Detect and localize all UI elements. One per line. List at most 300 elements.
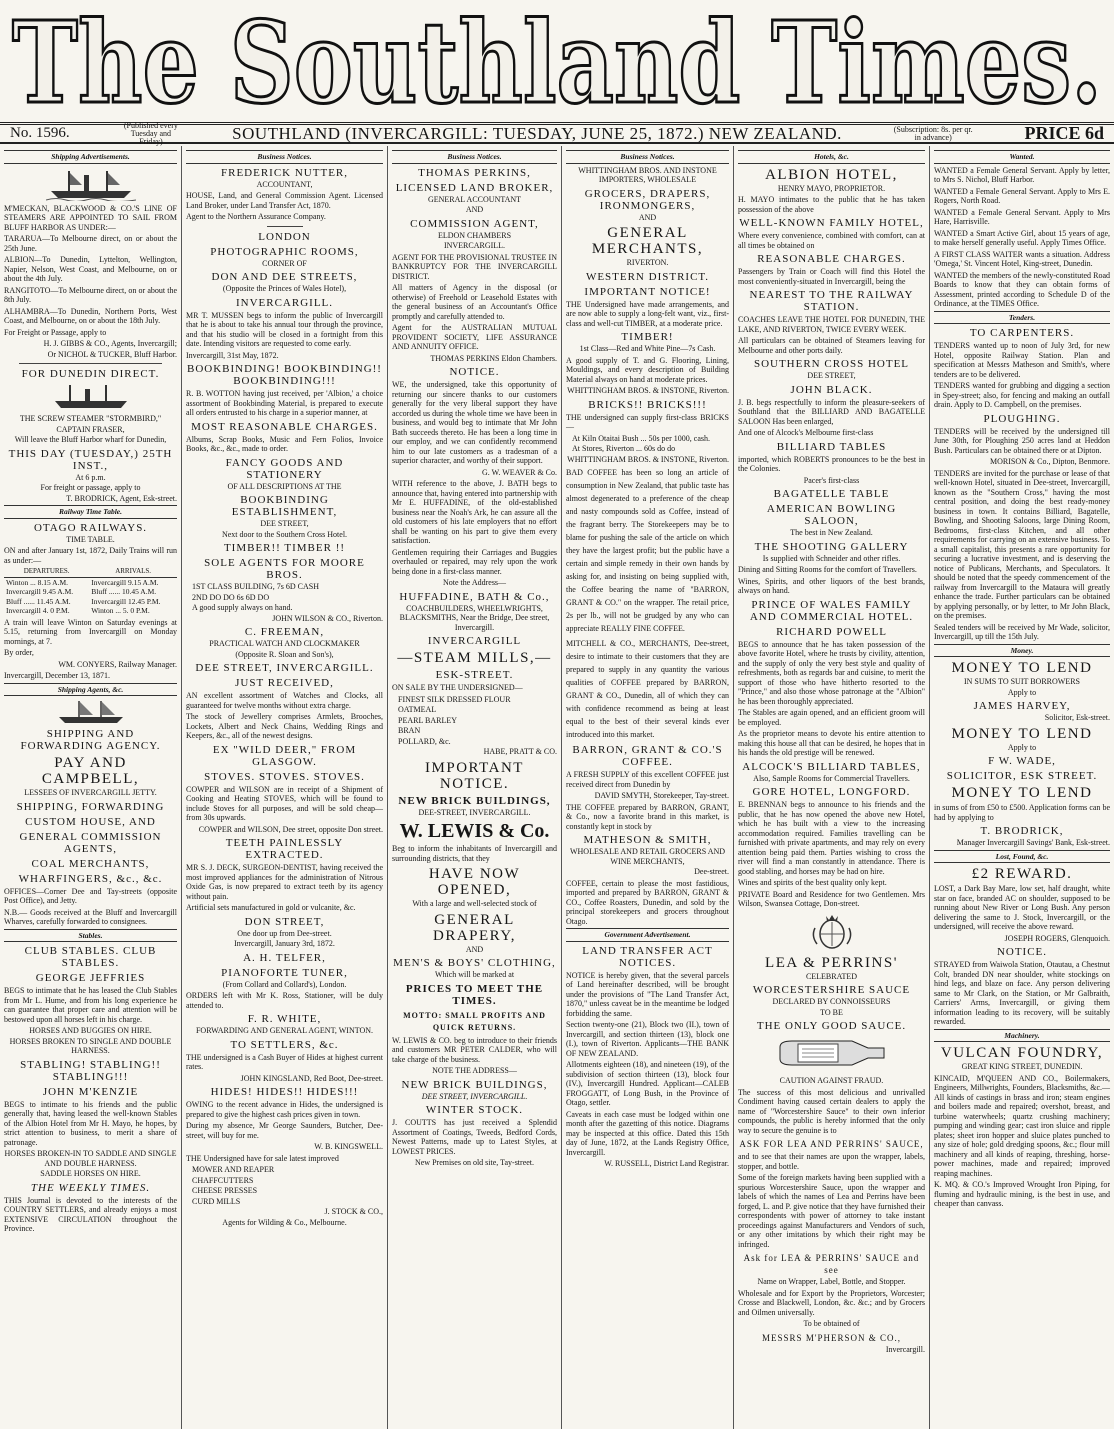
sauce-bottle-illustration [772,1035,892,1073]
ad-heading: CUSTOM HOUSE, AND [25,815,156,828]
ad-text: (Opposite R. Sloan and Son's), [235,649,334,659]
ad-text: COACHBUILDERS, WHEELWRIGHTS, BLACKSMITHS, Near the Bridge, Dee street, Invercargill. [399,603,550,632]
ad-text: The success of this most delicious and unrivalled Condiment having caused certain dealers to apply the name of "Worcestershire Sauce" to their own inferior compounds, the public is hereby informed that the only way to secure the genuine is to [738,1087,925,1135]
ad-text: CAUTION AGAINST FRAUD. [779,1076,884,1085]
ad-heading: FREDERICK NUTTER, [221,166,348,179]
ad-text: RIVERTON. [626,258,669,267]
column-wanted [930,146,1114,1429]
ad-text: OWING to the recent advance in Hides, the undersigned is prepared to give the highest cash prices given in town. [186,1100,383,1119]
ad-heading: JUST RECEIVED, [235,677,334,689]
ad-heading: COAL MERCHANTS, [31,857,150,870]
ad-heading: TEETH PAINLESSLY EXTRACTED. [225,837,344,861]
ad-text: All particulars can be obtained of Steamers leaving for Melbourne and other ports daily. [738,336,925,355]
ad-text: CORNER OF [262,258,307,268]
timetable-row [4,577,177,587]
ad-text: Wholesale and for Export by the Proprietors, Worcester; Crosse and Blackwell, London, &c. &c.; and by Grocers and Oilmen universally. [738,1288,925,1317]
ad-text: With a large and well-selected stock of [412,899,537,908]
ad-signature: Or NICHOL & TUCKER, Bluff Harbor. [47,349,177,359]
masthead-title-graphic [0,0,1114,122]
ad-text: HORSES BROKEN-IN TO SADDLE AND SINGLE AND DOUBLE HARNESS. [4,1149,177,1168]
section-heading: Hotels, &c. [738,150,925,164]
ad-heading: LEA & PERRINS' [765,954,898,971]
ad-text: As the proprietor means to devote his entire attention to making this house all that can be desired, he hopes that in his hands the old prestige will be renewed. [738,729,925,757]
ad-text: COACHES LEAVE THE HOTEL FOR DUNEDIN, THE LAKE, AND RIVERTON, TWICE EVERY WEEK. [738,315,925,334]
ad-text: Wines, Spirits, and other liquors of the best brands, always on hand. [738,576,925,595]
ad-text: K. MQ. & CO.'s Improved Wrought Iron Piping, for fluming and hydraulic mining, is the best in use, and cheaper than canvass. [934,1180,1110,1208]
ad-text: One door up from Dee-street. [237,928,332,938]
ad-text: TENDERS are invited for the purchase or lease of that well-known Hotel, situated in Dee-street, Invercargill, known as the "Southern Cross," having the most central position, and doing the best ready-money business in town. It contains Billiard, Bagatelle, Bowling, and Shooting Saloons, large Dining Room, Bedrooms, first-class Kitchen, and all other requirements for carrying on an extensive business. To a small capitalist, this presents a rare opportunity for securing a lucrative investment, and is deserving the notice of Publicans, Merchants, and Speculators. It should be noted that the speedy commencement of the railway from Invercargill to the Mataura will greatly enhance the trade. Further particulars can be obtained by applying personally, or by letter, to Mr John Black, on the premises. [934,468,1110,620]
ad-text: Apply to [1007,742,1037,752]
ad-heading: GROCERS, DRAPERS, IRONMONGERS, [584,187,711,212]
ad-heading: BARRON, GRANT & CO.'S COFFEE. [572,744,723,768]
section-heading: Government Advertisement. [566,928,729,942]
ad-heading: INVERCARGILL. [235,296,334,309]
ad-heading: DON AND DEE STREETS, [211,271,358,283]
ad-heading: SHIPPING, FORWARDING [16,800,165,813]
ad-heading: LONDON [258,230,311,243]
ad-heading: TIMBER!! TIMBER !! [223,542,346,554]
ad-text: GENERAL ACCOUNTANT [427,194,522,204]
ad-text: BEGS to intimate to his friends and the public generally that, having leased the well-known Stables of the Albion Hotel from Mr H. Mayo, he hopes, by strict attention to business, to merit a share of patronage. [4,1099,177,1147]
ad-signature: COWPER and WILSON, Dee street, opposite Don street. [198,824,383,834]
column-shipping [0,146,182,1429]
ad-text: THE Undersigned have for sale latest improved [186,1153,339,1163]
ad-text: R. B. WOTTON having just received, per 'Albion,' a choice assortment of Bookbinding Material, is prepared to execute all orders entrusted to his charge in a superior manner, at [186,389,383,417]
ad-heading: FANCY GOODS AND STATIONERY [225,456,344,481]
ad-signature: W. RUSSELL, District Land Registrar. [604,1159,729,1168]
ad-text: Agents for Wilding & Co., Melbourne. [222,1217,347,1227]
ad-text: THE Undersigned have made arrangements, and are now able to supply a long-felt want, viz., first-class and well-cut TIMBER, at a moderate price. [566,299,729,328]
ad-text: COWPER and WILSON are in receipt of a Shipment of Cooking and Heating STOVES, which will be found to include Stoves for all purposes, and will be sold cheap—from 30s upwards. [186,784,383,822]
ad-text: AN excellent assortment of Watches and Clocks, all guaranteed for twelve months without extra charge. [186,691,383,710]
ad-text: TIME TABLE. [66,534,115,544]
divider [19,363,162,364]
ad-heading: WORCESTERSHIRE SAUCE [752,984,911,996]
dateline [0,122,1114,144]
ad-heading: —STEAM MILLS,— [397,650,552,666]
ad-text: TENDERS will be received by the undersigned till June 30th, for Ploughing 250 acres land at Heddon Bush. Particulars can be obtained there or at Dipton. [934,426,1110,455]
ad-heading: PRINCE OF WALES FAMILY AND COMMERCIAL HOTEL. [749,598,914,623]
ad-heading: TO CARPENTERS. [969,327,1075,339]
list-item: CURD MILLS [192,1196,241,1206]
ad-signature: MORISON & Co., Dipton, Benmore. [990,457,1110,466]
ad-heading: EX "WILD DEER," FROM GLASGOW. [212,743,357,768]
ad-text: WANTED the members of the newly-constituted Road Boards to know that they can obtain forms of Assessment, printed according to Schedule D of the Ordinance, at the TIMES Office. [934,270,1110,308]
ad-signature: J. STOCK & CO., [324,1207,383,1216]
ad-text: Sealed tenders will be received by Mr Wade, solicitor, Invercargill, up till the 15th July. [934,622,1110,641]
ad-heading: SOUTHERN CROSS HOTEL [753,358,910,370]
ad-text: Agent to the Northern Assurance Company. [186,212,326,221]
ad-heading: HIDES! HIDES!! HIDES!!! [210,1086,359,1098]
ad-text: COFFEE, certain to please the most fastidious, imported and prepared by BARRON, GRANT & CO., Coffee Roasters, Dunedin, and sold by the principal storekeepers and grocers throughout Otago. [566,878,729,926]
ad-heading: FOR DUNEDIN DIRECT. [21,368,160,380]
ad-text: THE SCREW STEAMER "STORMBIRD," [19,414,162,423]
ad-text: WITH reference to the above, J. BATH begs to announce that, having entered into partnership with Mr E. HUFFADINE, of the old-established business near the Noah's Ark, he can assure all the old customers of his late employers that no effort shall be wanting on his part to give them every satisfaction. [392,479,557,545]
ad-text: N.B.— Goods received at the Bluff and Invercargill Wharves, carefully forwarded to consignees. [4,907,177,926]
column-business-notices [182,146,388,1429]
ad-heading: GENERAL MERCHANTS, [591,225,704,257]
ad-signature: WHITTINGHAM BROS. & INSTONE, Riverton. [567,386,729,395]
ad-heading: MOTTO: SMALL PROFITS AND QUICK RETURNS. [403,1010,546,1032]
ad-heading: TIMBER! [621,331,674,343]
ad-heading: MOST REASONABLE CHARGES. [191,420,378,433]
ad-heading: SOLICITOR, ESK STREET. [946,770,1098,782]
ad-heading: SHIPPING AND FORWARDING AGENCY. [20,728,161,752]
ad-heading: STABLING! STABLING!! STABLING!!! [20,1058,161,1083]
list-item: CHAFFCUTTERS [192,1175,254,1185]
ad-text: imported, which ROBERTS pronounces to be the best in the Colonies. [738,454,925,473]
ad-text: DEE STREET, [807,371,856,380]
ad-text: ELDON CHAMBERS [437,230,512,240]
ad-text: WANTED a Female General Servant. Apply to Mrs Hare, Harrisville. [934,207,1110,226]
ad-heading: PRICES TO MEET THE TIMES. [405,982,544,1007]
ad-heading: GENERAL COMMISSION AGENTS, [19,830,162,855]
list-item: OATMEAL [398,705,437,714]
ad-heading: GORE HOTEL, LONGFORD. [752,786,911,798]
ad-heading: THIS DAY (TUESDAY,) 25TH INST., [8,447,173,472]
ad-heading: MONEY TO LEND [951,660,1093,676]
section-heading: Railway Time Table. [4,505,177,519]
ad-heading: JAMES HARVEY, [973,700,1071,712]
ad-heading: NOTICE. [996,946,1048,958]
timetable-row [4,597,177,607]
list-item: POLLARD, &c. [398,736,451,746]
ad-text: Beg to inform the inhabitants of Invercargill and surrounding districts, that they [392,844,557,863]
ad-text: At 6 p.m. [75,472,106,482]
section-heading: Stables. [4,929,177,943]
ad-heading: WESTERN DISTRICT. [585,270,710,283]
ad-signature: DAVID SMYTH, Storekeeper, Tay-street. [594,791,729,800]
ad-text: AND [465,944,484,954]
ad-heading: NEW BRICK BUILDINGS, [401,1078,548,1091]
ad-heading: ALCOCK'S BILLIARD TABLES, [742,760,921,773]
ad-signature: W. B. KINGSWELL. [314,1142,383,1151]
ad-text: M'MECKAN, BLACKWOOD & CO.'S LINE OF STEAMERS ARE APPOINTED TO SAIL FROM BLUFF HARBOR AS UNDER:— [4,203,177,232]
ad-heading: MONEY TO LEND [951,725,1093,742]
timetable-cell: Winton ... 8.15 A.M. [6,577,68,587]
ad-heading: F W. WADE, [988,755,1056,767]
ad-text: TENDERS wanted up to noon of July 3rd, for new Hotel, opposite Railway Station. Plan and specification at Messrs Matheson and Smith's, where tenders are to be delivered. [934,341,1110,379]
ad-text: HORSES AND BUGGIES ON HIRE. [29,1026,152,1035]
divider [267,226,303,227]
ad-text: ALBION—To Dunedin, Lyttelton, Wellington, Napier, Nelson, West Coast, and Melbourne, on or about the 4th July. [4,255,177,283]
ad-text: New Premises on old site, Tay-street. [414,1158,535,1167]
ad-signature: WM. CONYERS, Railway Manager. [58,659,177,669]
ad-text: AND [638,212,657,222]
ad-text: DEE STREET, [260,519,309,528]
ad-text: All matters of Agency in the disposal (or otherwise) of Freehold or Leasehold Estates with the general business of an Accountant's Office promptly and carefully attended to. [392,283,557,321]
section-heading: Tenders. [934,311,1110,325]
ad-heading: REASONABLE CHARGES. [757,253,906,265]
ad-text: To be obtained of [803,1319,860,1328]
timetable-cell: Bluff ...... 10.45 A.M. [91,587,157,596]
ad-heading: PAY AND CAMPBELL, [41,755,140,787]
ad-heading: ESK-STREET. [435,669,514,681]
ad-text: THE undersigned is a Cash Buyer of Hides at highest current rates. [186,1052,383,1071]
ad-text: AND [465,205,484,214]
ad-text: LOST, a Dark Bay Mare, low set, half draught, white star on face, branded AC on shoulder, supposed to be running about New River or Long Bush. Any person delivering the same to J. Stock, Invercargill, or the undersigned, will receive the above reward. [934,884,1110,931]
ad-text: Which will be marked at [434,970,515,979]
ad-text: RANGITOTO—To Melbourne direct, on or about the 8th July. [4,285,177,304]
ad-text: TARARUA—To Melbourne direct, on or about the 25th June. [4,234,177,253]
ad-text: GREAT KING STREET, DUNEDIN. [961,1062,1083,1071]
ad-text: THIS Journal is devoted to the interests of the COUNTRY SETTLERS, and already enjoys a most EXTENSIVE CIRCULATION throughout the Province. [4,1195,177,1233]
ad-text: A FRESH SUPPLY of this excellent COFFEE just received direct from Dunedin by [566,770,729,789]
section-heading: Lost, Found, &c. [934,850,1110,864]
ad-heading: ALBION HOTEL, [765,166,898,183]
ad-heading: NEAREST TO THE RAILWAY STATION. [749,289,914,313]
ad-text: Will leave the Bluff Harbor wharf for Dunedin, [14,435,167,444]
publication-frequency: (Published every Tuesday and Friday) [123,120,178,146]
ad-heading: SOLE AGENTS FOR MOORE BROS. [204,557,365,581]
ad-text: Where every convenience, combined with comfort, can at all times be obtained on [738,231,925,250]
list-item: BRAN [398,726,421,735]
ad-text: in sums of from £50 to £500. Application forms can be had by applying to [934,803,1110,822]
ad-text: Pacer's first-class [803,475,860,485]
ad-heading: BOOKBINDING! BOOKBINDING!! BOOKBINDING!!! [187,363,382,387]
ad-heading: Ask for LEA & PERRINS' SAUCE and see [743,1253,920,1275]
ad-text: MR T. MUSSEN begs to inform the public of Invercargill that he is about to take his annual tour through the province, and that his studio will be closed in a fortnight from this date. Intending visitors are requested to come early. [186,310,383,348]
steamer-illustration [51,383,131,411]
ad-heading: JOHN BLACK. [790,383,873,396]
ad-text: Next door to the Southern Cross Hotel. [221,529,348,539]
ad-heading: PLOUGHING. [983,412,1061,425]
ad-text: WANTED a Smart Active Girl, about 15 years of age, to make herself generally useful. Apply Times Office. [934,228,1110,247]
ad-signature: Invercargill. [885,1344,925,1354]
list-item: CHEESE PRESSES [192,1186,258,1195]
ad-signature: G. W. WEAVER & Co. [481,467,557,477]
ad-text: BAD COFFEE has been so long an article of consumption in New Zealand, that public taste has almost degenerated to a preference of the cheap and nasty compounds sold as Coffee, instead of the fragrant berry. The Storekeepers may be to blame for pushing the sale of the article on which they have the largest profit; but the public have a certain and simple remedy in their own hands by asking for, and insisting on being supplied with, the Coffee bearing the name of "BARRON, GRANT & CO." on the wrapper. The retail price, 2s per lb., will not be grudged by any who can appreciate REALLY FINE COFFEE. [566,468,729,633]
railway-timetable [4,567,177,616]
ad-text: WHITTINGHAM BROS. AND INSTONE IMPORTERS, WHOLESALE [578,165,717,184]
ad-text: HENRY MAYO, PROPRIETOR. [777,183,886,193]
ad-text: A good supply always on hand. [192,603,293,612]
ad-text: Apply to [1007,687,1037,697]
ad-text: Albums, Scrap Books, Music and Fern Folios, Invoice Books, &c., &c., made to order. [186,434,383,453]
sailing-ship-illustration [51,699,131,725]
ad-text: Invercargill, 31st May, 1872. [186,350,279,360]
ad-text: HORSES BROKEN TO SINGLE AND DOUBLE HARNESS. [9,1036,172,1055]
ad-text: TENDERS wanted for grubbing and digging a section in Spey-street; also, for fencing and making an outfall drain. Apply to D. Campbell, on the premises. [934,381,1110,409]
ad-text: (From Collard and Collard's), London. [222,979,347,989]
ad-heading: C. FREEMAN, [244,626,325,638]
issue-price: PRICE 6d [1024,123,1104,143]
ad-heading: THOMAS PERKINS, [418,166,531,179]
ad-text: ACCOUNTANT, [256,179,313,189]
ad-heading: BAGATELLE TABLE [773,488,890,500]
ad-text: By order, [4,648,34,657]
column-hotels [734,146,930,1429]
ad-heading: WELL-KNOWN FAMILY HOTEL, [739,217,924,229]
ad-heading: COMMISSION AGENT, [410,217,539,230]
ad-text: 1st Class—Red and White Pine—7s Cash. [579,344,716,353]
ad-text: CAPTAIN FRASER, [56,424,125,434]
ad-text: Name on Wrapper, Label, Bottle, and Stopper. [757,1277,906,1286]
ad-text: For freight or passage, apply to [40,483,141,492]
ad-heading: RICHARD POWELL [776,625,887,638]
timetable-header: DEPARTURES. [4,567,89,577]
ad-text: THE COFFEE prepared by BARRON, GRANT, & Co., now a favorite brand in this market, is constantly kept in stock by [566,802,729,831]
ad-text: Artificial sets manufactured in gold or vulcanite, &c. [186,903,356,912]
ad-text: PRIVATE Board and Residence for two Gentlemen. Mrs Wilson, Swansea Cottage, Don-street. [738,889,925,908]
ad-text: PRACTICAL WATCH AND CLOCKMAKER [209,639,360,648]
ad-text: Section twenty-one (21), Block two (II.), town of Invercargill, and section thirteen (13), block one (I.), town of Riverton. Applicants—THE BANK OF NEW ZEALAND. [566,1020,729,1058]
ad-text: WANTED a Female General Servant. Apply to Mrs E. Rogers, North Road. [934,186,1110,205]
columns [0,146,1114,1429]
ad-text: BEGS to intimate that he has leased the Club Stables from Mr L. Hume, and from his long experience he can guarantee that proper care and attention will be bestowed upon all horses left in his charge. [4,986,177,1024]
column-business-notices-3 [562,146,734,1429]
ad-text: NOTE THE ADDRESS— [432,1066,517,1075]
section-heading: Money. [934,644,1110,658]
ad-heading: JOHN M'KENZIE [42,1085,139,1098]
column-business-notices-2 [388,146,562,1429]
ad-text: Passengers by Train or Coach will find this Hotel the most conveniently-situated in Invercargill, being the [738,267,925,286]
ad-text: THE undersigned can supply first-class BRICKS— [566,412,729,431]
ad-text: Agent for the AUSTRALIAN MUTUAL PROVIDENT SOCIETY, LIFE ASSURANCE AND ANNUITY OFFICE. [392,323,557,351]
section-heading: Machinery. [934,1029,1110,1043]
ad-signature: Dee-street. [694,867,729,876]
ad-text: SADDLE HORSES ON HIRE. [40,1169,141,1178]
ad-text: WHOLESALE AND RETAIL GROCERS AND WINE MERCHANTS, [569,847,726,866]
ad-heading: THE WEEKLY TIMES. [30,1181,151,1194]
ad-heading: AMERICAN BOWLING SALOON, [766,503,897,527]
ad-heading: £2 REWARD. [971,866,1073,882]
ad-heading: NOTICE. [449,366,500,378]
ad-heading: MESSRS M'PHERSON & CO., [762,1332,901,1343]
list-item: PEARL BARLEY [398,715,458,725]
ad-text: J. B. begs respectfully to inform the pleasure-seekers of Southland that the BILLIARD AND BAGATELLE SALOON Has been enlarged, [738,397,925,426]
ad-text: Also, Sample Rooms for Commercial Travellers. [753,773,910,783]
ad-text: STRAYED from Waiwola Station, Otautau, a Chestnut Colt, branded DN near shoulder, white stockings on hind legs, and blaze on face. Any person delivering same to Mr Clark, on the Station, or Mr Galbraith, Carriers' Arms, Invercargill, or giving them information leading to its recovery, will be suitably rewarded. [934,960,1110,1026]
ad-text: BEGS to announce that he has taken possession of the above favorite Hotel, where he trusts by civility, attention, and the supply of only the very best style and quality of refreshments, both as regards bar and cuisine, to merit the support of those who have hitherto resorted to the "Prince," and also those whose patronage at the "Albion" he has been thoroughly appreciated. [738,639,925,706]
ad-heading: HAVE NOW OPENED, [428,866,521,898]
royal-crest-illustration [809,912,855,952]
ad-heading: STOVES. STOVES. STOVES. [204,770,365,783]
ad-heading: VULCAN FOUNDRY, [940,1045,1104,1061]
issue-number: No. 1596. [10,125,70,141]
ad-text: A good supply of T. and G. Flooring, Lining, Mouldings, and every description of Building Material always on hand at moderate prices. [566,355,729,384]
ad-signature: THOMAS PERKINS Eldon Chambers. [430,353,557,363]
ad-text: MR S. J. DECK, SURGEON-DENTIST, having received the most improved appliances for the administration of Nitrous Oxide Gas, is now prepared to extract teeth by its agency without pain. [186,863,383,901]
ad-heading: DON STREET, [244,915,325,928]
ad-text: H. MAYO intimates to the public that he has taken possession of the above [738,195,925,214]
ad-signature: HABE, PRATT & CO. [483,747,557,756]
timetable-cell: Invercargill 12.45 P.M. [91,596,161,606]
ad-text: For Freight or Passage, apply to [4,327,107,337]
ad-text: Is supplied with Schneider and other rifles. [762,553,901,563]
ad-heading: BILLIARD TABLES [776,440,887,453]
ad-text: A FIRST CLASS WAITER wants a situation. Address 'Omega,' St. Vincent Hotel, King-street, Dunedin. [934,249,1110,268]
ad-heading: A. H. TELFER, [243,951,326,964]
ad-text: (Opposite the Princes of Wales Hotel), [222,284,347,293]
ad-text: NOTICE is hereby given, that the several parcels of Land hereinafter described, will be brought under the provisions of "The Land Transfer Act, 1870," unless caveat be in the meantime be lodged forbidding the same. [566,970,729,1018]
ad-heading: DEE STREET, INVERCARGILL. [195,662,374,674]
timetable-row [4,606,177,616]
ad-heading: GENERAL DRAPERY, [432,911,516,944]
ad-text: Gentlemen requiring their Carriages and Buggies overhauled or repaired, may rely upon the work being done in a first-class manner. [392,547,557,576]
ad-text: KINCAID, M'QUEEN AND CO., Boilermakers, Engineers, Millwrights, Founders, Blacksmiths, &c.—All kinds of castings in brass and iron; steam engines and boilers made and repaired; overshot, breast, and turbine waterwheels; quartz crushing machinery; pumping and winding gear; cast iron sluice and ripple plates; sheet iron hopper and sluice plates punched to any size of hole; gold dredging spoons, &c.; flour mill machinery and all kinds of reaping, threshing, horse-power machines, made and repaired; improved reaping machines. [934,1073,1110,1178]
ad-heading: THE SHOOTING GALLERY [754,540,909,553]
ad-text: The stock of Jewellery comprises Armlets, Brooches, Lockets, Albert and Neck Chains, Wedding Rings and Keepers, &c., all of the newest designs. [186,712,383,740]
ad-heading: W. LEWIS & Co. [399,820,550,842]
ad-signature: Manager Invercargill Savings' Bank, Esk-street. [956,838,1110,847]
ad-heading: LICENSED LAND BROKER, [395,181,554,194]
ad-text: A train will leave Winton on Saturday evenings at 5.15, returning from Invercargill on Monday mornings, at 7. [4,617,177,646]
list-item: MOWER AND REAPER [192,1165,275,1174]
masthead-title: The Southland Times. [12,0,1102,122]
ad-text: Some of the foreign markets having been supplied with a spurious Worcestershire Sauce, upon the wrapper and labels of which the names of Lea and Perrins have been forged, L. and P. give notice that they have furnished their correspondents with power of attorney to take instant proceedings against Manufacturers and Vendors of such, or any other imitations by which their right may be infringed. [738,1173,925,1249]
timetable-header: ARRIVALS. [89,567,177,577]
ad-text: TO BE [820,1007,843,1017]
section-heading: Business Notices. [392,150,557,164]
ad-heading: F. R. WHITE, [247,1013,322,1025]
ad-text: W. LEWIS & CO. beg to introduce to their friends and customers MR PETER CALDER, who will take charge of the business. [392,1035,557,1064]
price-line: 2ND DO DO 6s 6D DO [192,592,270,602]
section-heading: Business Notices. [566,150,729,164]
ad-text: Wines and spirits of the best quality only kept. [738,878,887,887]
price-line: At Kiln Otaitai Bush ... 50s per 1000, cash. [572,433,710,443]
ad-text: LESSEES OF INVERCARGILL JETTY. [24,788,157,797]
ad-text: DEE STREET, INVERCARGILL. [421,1091,528,1101]
ad-text: DECLARED BY CONNOISSEURS [772,997,891,1006]
ad-heading: WHARFINGERS, &c., &c. [18,872,163,885]
subscription-note: (Subscription: 8s. per qr. in advance) [893,124,973,142]
ad-text: During my absence, Mr George Saunders, Butcher, Dee-street, will buy for me. [186,1121,383,1140]
ad-text: Allotments eighteen (18), and nineteen (19), of the subdivision of section thirteen (13), block four (IV.), Invercargill Hundred. Applicant—CALEB FROGGATT, of Long Bush, in the Province of Otago, settler. [566,1060,729,1107]
ad-text: The Stables are again opened, and an efficient groom will be employed. [738,708,925,727]
timetable-cell: Invercargill 9.45 A.M. [6,587,74,596]
ad-heading: OTAGO RAILWAYS. [33,521,148,534]
ad-text: AGENT FOR THE PROVISIONAL TRUSTEE IN BANKRUPTCY FOR THE INVERCARGILL DISTRICT. [392,252,557,281]
ad-text: And one of Alcock's Melbourne first-class [738,428,874,437]
ad-heading: INVERCARGILL [427,635,522,647]
ad-heading: THE ONLY GOOD SAUCE. [756,1020,907,1032]
ad-text: E. BRENNAN begs to announce to his friends and the public, that he has now opened the above new Hotel, which he has built with a view to the increasing accommodation required. Families travelling can be furnished with private apartments, and may rely on every attention being paid them. Parties wishing to cross the river will find a man constantly in attendance. There is good stabling, and horses may be had on hire. [738,800,925,876]
ad-heading: IMPORTANT NOTICE. [425,759,524,792]
ad-heading: WINTER STOCK. [425,1104,524,1116]
ad-heading: PIANOFORTE TUNER, [221,966,348,979]
ad-signature: JOSEPH ROGERS, Glenquoich. [1004,933,1110,943]
ad-text: The best in New Zealand. [790,528,873,537]
ad-text: Invercargill, January 3rd, 1872. [234,939,335,948]
dateline-place-date: SOUTHLAND (INVERCARGILL: TUESDAY, JUNE 25, 1872.) NEW ZEALAND. [232,123,842,143]
ad-text: FORWARDING AND GENERAL AGENT, WINTON. [195,1026,374,1035]
ad-heading: MATHESON & SMITH, [583,834,712,846]
ad-text: OFFICES—Corner Dee and Tay-streets (opposite Post Office), and Jetty. [4,886,177,905]
section-heading: Wanted. [934,150,1110,164]
ad-heading: TO SETTLERS, &c. [230,1038,339,1051]
steamship-illustration [46,167,136,201]
ad-heading: ASK FOR LEA AND PERRINS' SAUCE, [739,1139,924,1149]
price-line: At Stores, Riverton ... 60s do do [572,444,676,453]
ad-heading: MONEY TO LEND [951,785,1093,801]
ad-heading: T. BRODRICK, [980,825,1064,837]
ad-text: OF ALL DESCRIPTIONS AT THE [227,481,342,491]
timetable-cell: Winton ... 5. 0 P.M. [91,606,150,615]
ad-text: WANTED a Female General Servant. Apply by letter, to Mrs S. Nichol, Bluff Harbor. [934,165,1110,184]
ad-text: HOUSE, Land, and General Commission Agent. Licensed Land Broker, under Land Transfer Act, 1870. [186,191,383,210]
section-heading: Shipping Agents, &c. [4,683,177,697]
ad-text: and to see that their names are upon the wrapper, labels, stopper, and bottle. [738,1152,925,1171]
ad-signature: Solicitor, Esk-street. [1044,713,1110,722]
ad-signature: H. J. GIBBS & CO., Agents, Invercargill; [43,339,177,348]
ad-text: Dining and Sitting Rooms for the comfort of Travellers. [738,565,917,574]
ad-heading: BOOKBINDING ESTABLISHMENT, [231,494,338,518]
timetable-cell: Bluff ...... 11.45 A.M. [6,596,71,606]
ad-text: ORDERS left with Mr K. Ross, Stationer, will be duly attended to. [186,991,383,1010]
ad-text: IN SUMS TO SUIT BORROWERS [963,677,1081,686]
ad-heading: LAND TRANSFER ACT NOTICES. [582,944,713,969]
